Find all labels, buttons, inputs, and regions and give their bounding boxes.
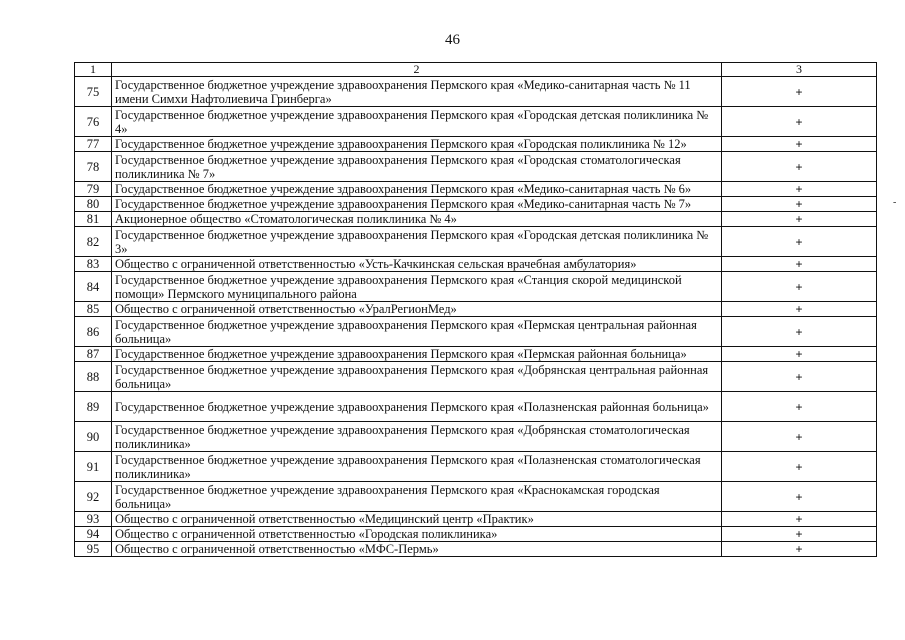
row-number: 95 xyxy=(75,542,112,557)
row-number: 75 xyxy=(75,77,112,107)
table-row xyxy=(75,182,877,197)
inclusion-mark: + xyxy=(722,212,877,227)
row-number: 82 xyxy=(75,227,112,257)
row-number: 84 xyxy=(75,272,112,302)
row-number: 80 xyxy=(75,197,112,212)
inclusion-mark: + xyxy=(722,392,877,422)
organization-name: Общество с ограниченной ответственностью «УралРегионМед» xyxy=(112,302,722,317)
margin-mark: - xyxy=(893,197,897,208)
organization-name: Государственное бюджетное учреждение здравоохранения Пермского края «Медико-санитарная часть № 11 имени Симхи Нафтолиевича Гринберга» xyxy=(112,77,722,107)
row-number: 83 xyxy=(75,257,112,272)
table-row xyxy=(75,542,877,557)
table-row xyxy=(75,527,877,542)
organization-name: Государственное бюджетное учреждение здравоохранения Пермского края «Медико-санитарная часть № 7» xyxy=(112,197,722,212)
inclusion-mark: + xyxy=(722,137,877,152)
header-col-1: 1 xyxy=(75,63,112,77)
organization-name: Государственное бюджетное учреждение здравоохранения Пермского края «Станция скорой медицинской помощи» Пермского муниципального района xyxy=(112,272,722,302)
inclusion-mark: + xyxy=(722,197,877,212)
inclusion-mark: + xyxy=(722,107,877,137)
inclusion-mark: + xyxy=(722,302,877,317)
inclusion-mark: + xyxy=(722,77,877,107)
table-row xyxy=(75,392,877,422)
inclusion-mark: + xyxy=(722,317,877,347)
table-row xyxy=(75,257,877,272)
inclusion-mark: + xyxy=(722,452,877,482)
table-row xyxy=(75,482,877,512)
inclusion-mark: + xyxy=(722,257,877,272)
row-number: 89 xyxy=(75,392,112,422)
inclusion-mark: + xyxy=(722,527,877,542)
row-number: 88 xyxy=(75,362,112,392)
header-col-2: 2 xyxy=(112,63,722,77)
inclusion-mark: + xyxy=(722,512,877,527)
row-number: 87 xyxy=(75,347,112,362)
row-number: 93 xyxy=(75,512,112,527)
organization-name: Общество с ограниченной ответственностью «МФС-Пермь» xyxy=(112,542,722,557)
organization-name: Государственное бюджетное учреждение здравоохранения Пермского края «Городская детская поликлиника № 3» xyxy=(112,227,722,257)
header-col-3: 3 xyxy=(722,63,877,77)
inclusion-mark: + xyxy=(722,542,877,557)
organization-name: Государственное бюджетное учреждение здравоохранения Пермского края «Городская детская поликлиника № 4» xyxy=(112,107,722,137)
organization-name: Государственное бюджетное учреждение здравоохранения Пермского края «Краснокамская городская больница» xyxy=(112,482,722,512)
table-row xyxy=(75,197,877,212)
inclusion-mark: + xyxy=(722,227,877,257)
inclusion-mark: + xyxy=(722,272,877,302)
organization-name: Общество с ограниченной ответственностью «Городская поликлиника» xyxy=(112,527,722,542)
table-row xyxy=(75,302,877,317)
row-number: 81 xyxy=(75,212,112,227)
organization-name: Государственное бюджетное учреждение здравоохранения Пермского края «Полазненская стоматологическая поликлиника» xyxy=(112,452,722,482)
table-row xyxy=(75,272,877,302)
inclusion-mark: + xyxy=(722,362,877,392)
inclusion-mark: + xyxy=(722,482,877,512)
organization-name: Государственное бюджетное учреждение здравоохранения Пермского края «Полазненская районная больница» xyxy=(112,392,722,422)
row-number: 92 xyxy=(75,482,112,512)
table-row xyxy=(75,362,877,392)
table-row xyxy=(75,107,877,137)
inclusion-mark: + xyxy=(722,347,877,362)
organization-name: Общество с ограниченной ответственностью «Усть-Качкинская сельская врачебная амбулатория» xyxy=(112,257,722,272)
row-number: 85 xyxy=(75,302,112,317)
row-number: 79 xyxy=(75,182,112,197)
inclusion-mark: + xyxy=(722,422,877,452)
page-number: 46 xyxy=(445,32,460,48)
row-number: 94 xyxy=(75,527,112,542)
row-number: 86 xyxy=(75,317,112,347)
row-number: 91 xyxy=(75,452,112,482)
table-row xyxy=(75,452,877,482)
table-header-row xyxy=(75,63,877,77)
table-row xyxy=(75,152,877,182)
organization-name: Государственное бюджетное учреждение здравоохранения Пермского края «Городская стоматологическая поликлиника № 7» xyxy=(112,152,722,182)
table-row xyxy=(75,347,877,362)
table-row xyxy=(75,137,877,152)
table-row xyxy=(75,227,877,257)
table-row xyxy=(75,317,877,347)
row-number: 77 xyxy=(75,137,112,152)
table-row xyxy=(75,512,877,527)
organization-name: Акционерное общество «Стоматологическая поликлиника № 4» xyxy=(112,212,722,227)
organization-name: Общество с ограниченной ответственностью «Медицинский центр «Практик» xyxy=(112,512,722,527)
organization-name: Государственное бюджетное учреждение здравоохранения Пермского края «Медико-санитарная часть № 6» xyxy=(112,182,722,197)
organization-name: Государственное бюджетное учреждение здравоохранения Пермского края «Пермская центральная районная больница» xyxy=(112,317,722,347)
organizations-table xyxy=(74,62,877,557)
row-number: 78 xyxy=(75,152,112,182)
table-row xyxy=(75,212,877,227)
table-row xyxy=(75,77,877,107)
organization-name: Государственное бюджетное учреждение здравоохранения Пермского края «Добрянская стоматологическая поликлиника» xyxy=(112,422,722,452)
inclusion-mark: + xyxy=(722,182,877,197)
row-number: 76 xyxy=(75,107,112,137)
organization-name: Государственное бюджетное учреждение здравоохранения Пермского края «Добрянская центральная районная больница» xyxy=(112,362,722,392)
organization-name: Государственное бюджетное учреждение здравоохранения Пермского края «Пермская районная больница» xyxy=(112,347,722,362)
inclusion-mark: + xyxy=(722,152,877,182)
table-row xyxy=(75,422,877,452)
organization-name: Государственное бюджетное учреждение здравоохранения Пермского края «Городская поликлиника № 12» xyxy=(112,137,722,152)
row-number: 90 xyxy=(75,422,112,452)
